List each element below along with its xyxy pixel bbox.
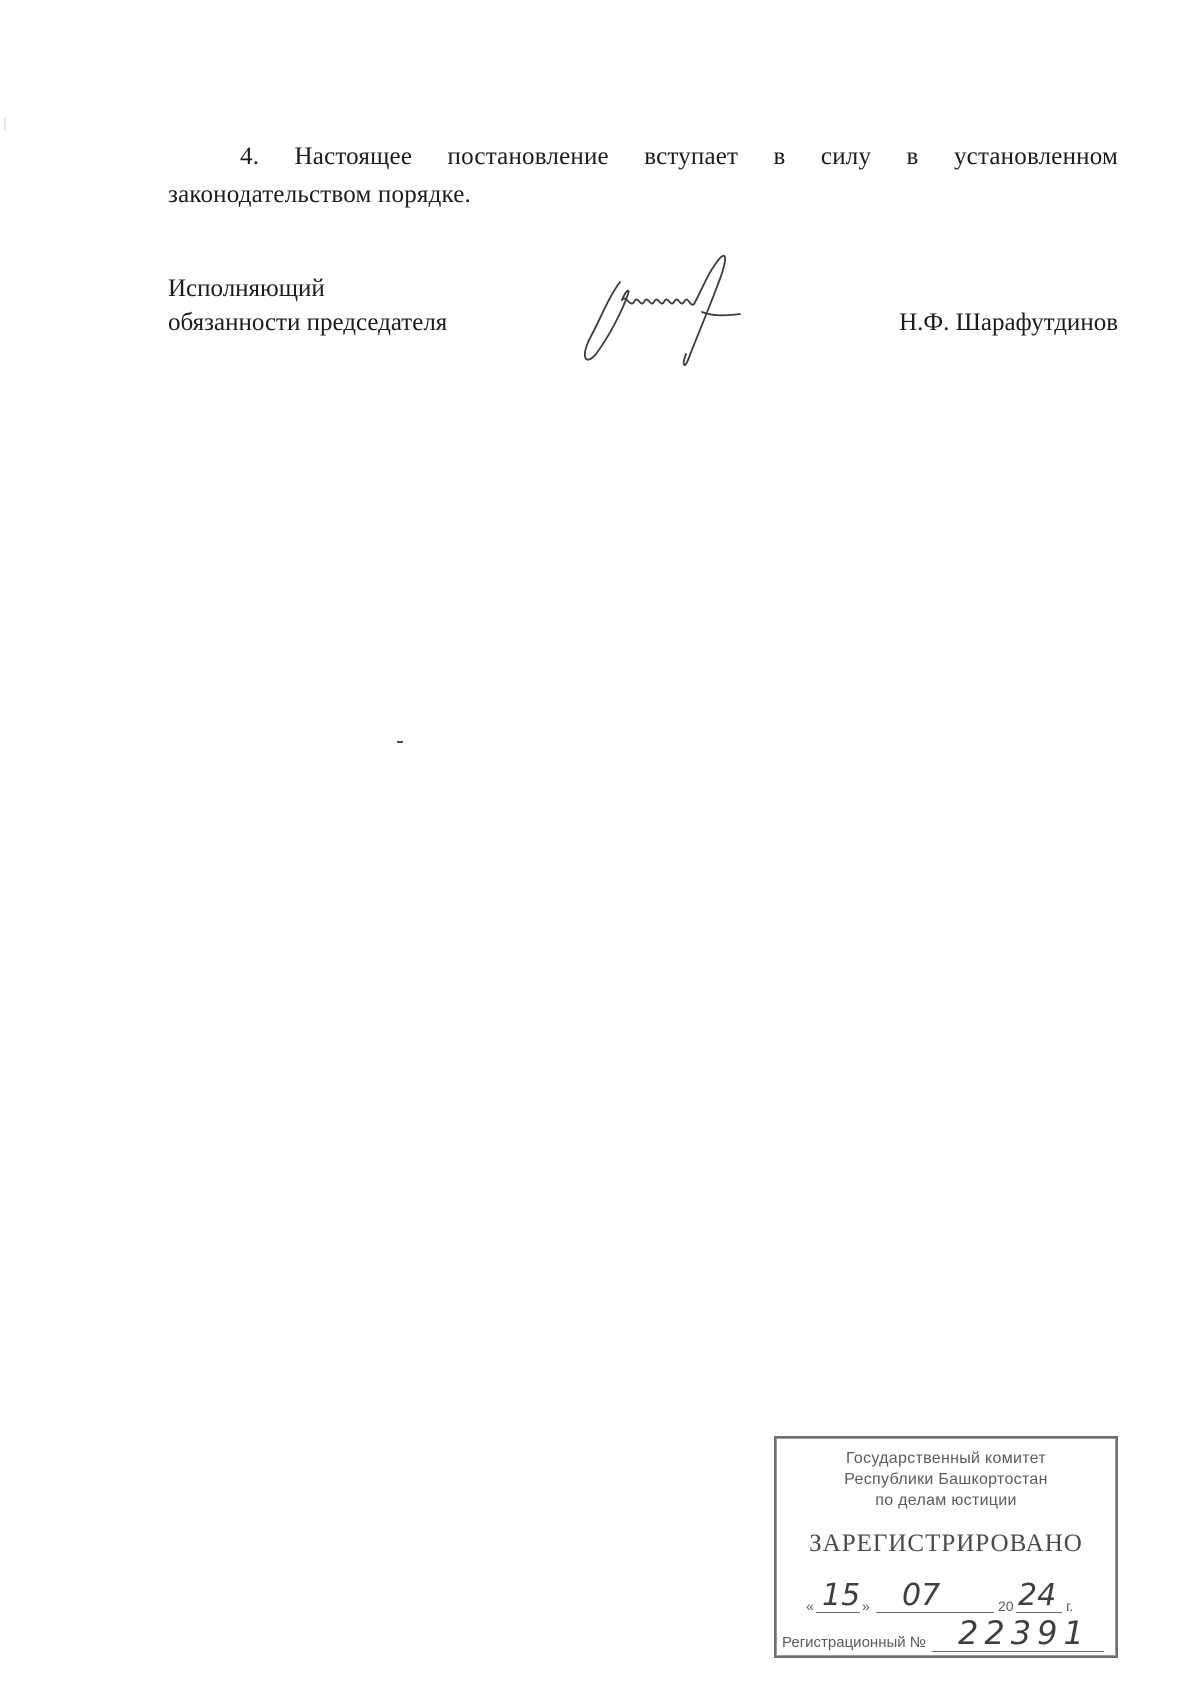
stray-mark — [397, 741, 403, 743]
stamp-organization — [776, 1448, 1116, 1511]
scan-artifact — [4, 118, 6, 130]
paragraph-line-1: 4. Настоящее постановление вступает в силу в установленном — [240, 143, 1118, 170]
stamp-reg-label: Регистрационный № — [782, 1634, 926, 1651]
paragraph-line-2: законодательством порядке. — [168, 181, 471, 208]
stamp-reg-number-handwritten: 22391 — [958, 1614, 1090, 1652]
stamp-registration — [782, 1614, 1110, 1654]
stamp-month-handwritten: 07 — [902, 1578, 941, 1613]
stamp-quote-close: » — [862, 1598, 870, 1614]
signatory-title — [168, 272, 447, 340]
closing-paragraph — [168, 138, 1118, 214]
stamp-title: ЗАРЕГИСТРИРОВАНО — [809, 1530, 1083, 1557]
stamp-org-line-3: по делам юстиции — [875, 1492, 1017, 1509]
stamp-date — [806, 1578, 1106, 1618]
stamp-year-prefix: 20 — [998, 1598, 1014, 1614]
stamp-year-mark: г. — [1066, 1598, 1074, 1614]
signatory-title-line-1: Исполняющий — [168, 275, 325, 302]
stamp-year-handwritten: 24 — [1018, 1578, 1057, 1613]
signatory-name: Н.Ф. Шарафутдинов — [899, 309, 1118, 336]
stamp-org-line-2: Республики Башкортостан — [844, 1471, 1048, 1488]
registration-stamp — [774, 1436, 1118, 1658]
stamp-day-handwritten: 15 — [822, 1578, 861, 1613]
signatory-title-line-2: обязанности председателя — [168, 309, 448, 336]
handwritten-signature — [578, 250, 748, 375]
stamp-quote-open: « — [806, 1598, 814, 1614]
stamp-org-line-1: Государственный комитет — [846, 1450, 1046, 1467]
